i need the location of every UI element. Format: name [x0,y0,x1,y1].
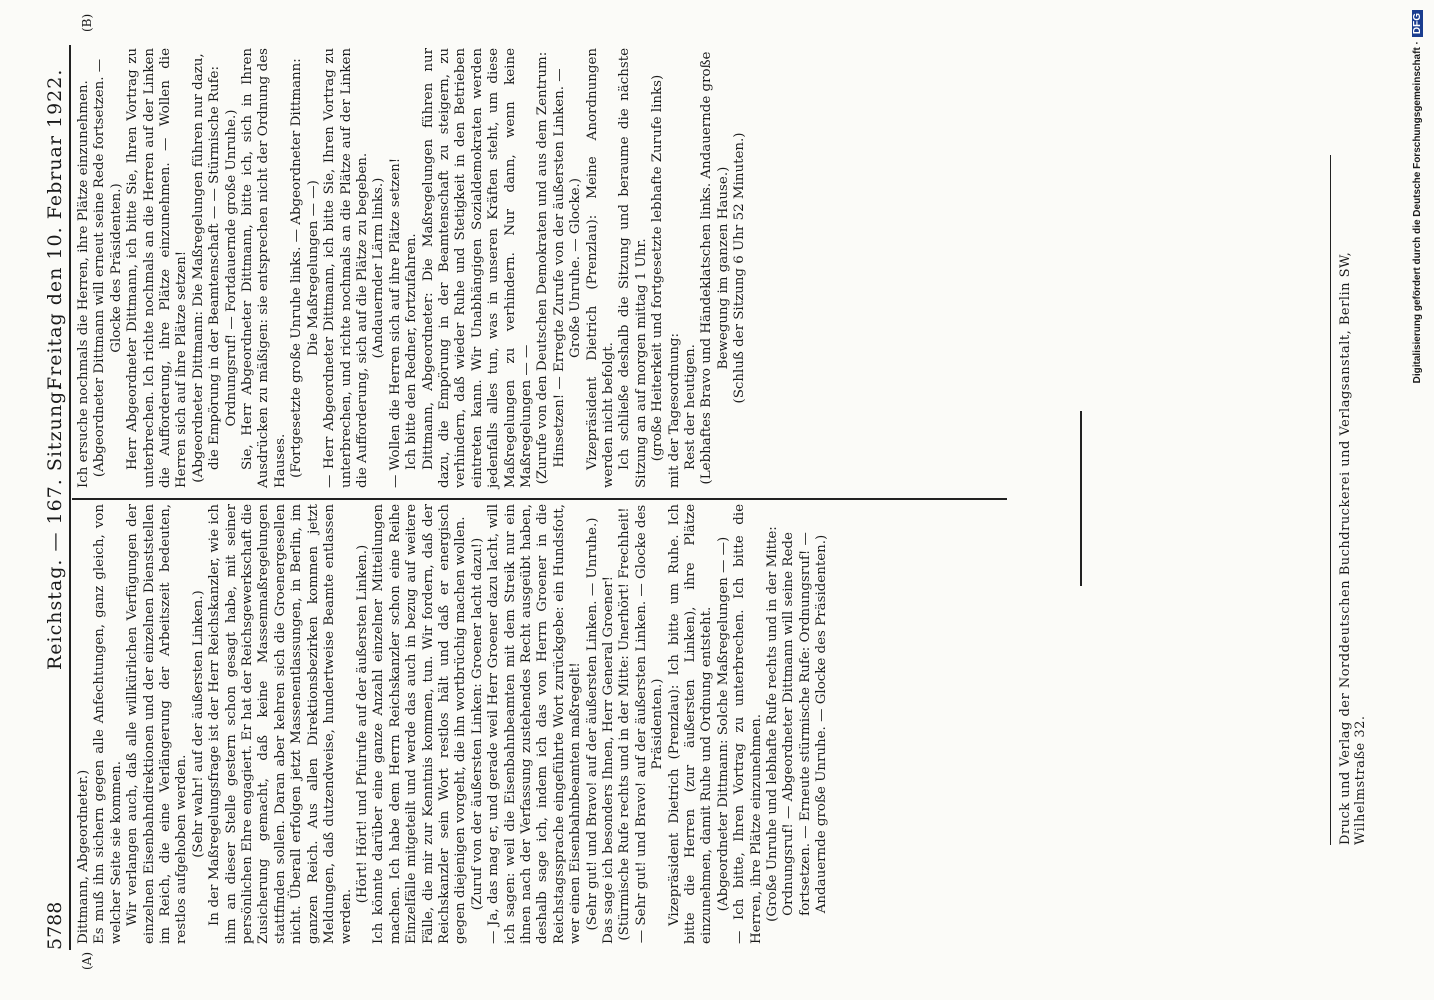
paragraph: Das sage ich besonders Ihnen, Herr General Groener! [601,576,616,944]
interjection: (Sehr wahr! auf der äußersten Linken.) [190,590,206,858]
paragraph: Dittmann, Abgeordneter.) [76,769,91,944]
interjection: (Andauernder Lärm links.) [371,177,387,359]
interjection: (Stürmische Rufe rechts und in der Mitte: Unerhört! Frechheit! — Sehr gut! und Bravo! auf der äußersten Linken. — Glocke des Präsidenten.) [617,504,666,944]
header-rule [69,45,71,950]
paragraph: — Wollen die Herren sich auf ihre Plätze setzen! [387,157,403,488]
paragraph: Ich bitte den Redner, fortzufahren. [404,233,420,470]
printer-imprint: Druck und Verlag der Norddeutschen Buchdruckerei und Verlagsanstalt, Berlin SW, Wilhelmstraße 32. [1338,251,1368,845]
paragraph: Herr Abgeordneter Dittmann, ich bitte Sie, Ihren Vortrag zu unterbrechen. Ich richte nochmals an die Herren auf der Linken die Aufforderung, ihre Plätze einzunehmen. — Wollen die Herren sich auf ihre Plätze setzen! [125,48,190,488]
paragraph: Dittmann, Abgeordneter: Die Maßregelungen führen nur dazu, die Empörung in der Beamtenschaft zu steigern, zu verhindern, daß wieder Ruhe und Stetigkeit in den Betrieben eintreten kann. Wir Unabhängigen Sozialdemokraten werden jedenfalls alles tun, was in unseren Kräften steht, um diese Maßregelungen zu verhindern. Nur dann, wenn keine Maßregelungen — — [420,48,534,488]
left-column [76,504,831,944]
paragraph: In der Maßregelungsfrage ist der Herr Reichskanzler, wie ich ihm an dieser Stelle gestern schon gesagt habe, mit seiner persönlichen Ehre engagiert. Er hat der Reichsgewerkschaft die Zusicherung gemacht, daß keine Massenmaßregelungen stattfinden sollen. Daran aber kehren sich die Groenergesellen nicht. Überall erfolgen jetzt Massenentlassungen, in Berlin, im ganzen Reich. Aus allen Direktionsbezirken kommen jetzt Meldungen, daß dutzendweise, hundertweise Beamte entlassen werden. [207,504,354,944]
interjection: (Abgeordneter Dittmann will erneut seine Rede fortsetzen. — Glocke des Präsidenten.) [92,58,124,478]
paragraph: Rest der heutigen. [683,344,699,470]
interjection: (Zurufe von den Deutschen Demokraten und aus dem Zentrum: Hinsetzen! — Erregte Zurufe von der äußersten Linken. — Große Unruhe. — Glocke.) [535,51,584,485]
stamp-text: Digitalisierung gefördert durch die Deutsche Forschungsgemeinschaft · [1412,41,1423,384]
paragraph: — Herr Abgeordneter Dittmann, ich bitte Sie, Ihren Vortrag zu unterbrechen, und richte nochmals an die Plätze auf der Linken die Aufforderung, sich auf die Plätze zu begeben. [322,48,370,488]
footer-rule [1330,155,1331,845]
dfg-badge: DFG [1412,10,1423,37]
paragraph: Es muß ihn sichern gegen alle Anfechtungen, ganz gleich, von welcher Seite sie kommen. [92,504,124,944]
interjection: (Große Unruhe und lebhafte Rufe rechts und in der Mitte: Ordnungsruf! — Abgeordneter Dittmann will seine Rede fortsetzen. — Erneute stürmische Rufe: Ordnungsruf! — Andauernde große Unruhe. — Glocke des Präsidenten.) [765,526,830,922]
end-rule [1080,411,1082,586]
interjection: (Hört! Hört! und Pfuirufe auf der äußersten Linken.) [354,544,370,904]
paragraph: Ich ersuche nochmals die Herren, ihre Plätze einzunehmen. [76,80,91,488]
interjection: (Abgeordneter Dittmann: Die Maßregelungen führen nur dazu, die Empörung in der Beamtenschaft — — Stürmische Rufe: Ordnungsruf! — Fortdauernde große Unruhe.) [190,53,239,483]
interjection: (Fortgesetzte große Unruhe links. — Abgeordneter Dittmann: Die Maßregelungen — —) [289,58,321,478]
paragraph: Vizepräsident Dietrich (Prenzlau): Ich bitte um Ruhe. Ich bitte die Herren (zur äußersten Linken), ihre Plätze einzunehmen, damit Ruhe und Ordnung entsteht. [666,504,715,944]
paragraph: — Ich bitte, Ihren Vortrag zu unterbrechen. Ich bitte die Herren, ihre Plätze einzunehmen. [732,504,764,944]
digitization-stamp [1412,10,1423,1000]
paragraph: mit der Tagesordnung: [666,332,682,488]
interjection: (Abgeordneter Dittmann: Solche Maßregelungen — —) [715,536,731,912]
interjection: (Zuruf von der äußersten Linken: Groener lacht dazu!) [469,537,485,911]
interjection: (Sehr gut! und Bravo! auf der äußersten Linken. — Unruhe.) [584,517,600,931]
paragraph: Ich schließe deshalb die Sitzung und beraume die nächste Sitzung an auf morgen mittag 1 Uhr. [617,48,649,488]
paragraph: — Ja, das mag er, und gerade weil Herr Groener dazu lacht, will ich sagen: weil die Eisenbahnbeamten mit dem Streik nur ein ihnen nach der Verfassung zustehendes Recht ausgeübt haben, deshalb sage ich, indem ich das von Herrn Groener in die Reichstagssprache eingeführte Wort zurückgebe: ein Hundsfott, wer einen Eisenbahnbeamten maßregelt! [486,504,584,944]
interjection: (Lebhaftes Bravo und Händeklatschen links. Andauernde große Bewegung im ganzen Hause.) [699,51,731,485]
interjection: (Schluß der Sitzung 6 Uhr 52 Minuten.) [732,132,748,404]
column-divider [72,498,1007,500]
margin-mark-b: (B) [80,13,94,32]
right-column [76,48,749,488]
paragraph: Ich könnte darüber eine ganze Anzahl einzelner Mitteilungen machen. Ich habe dem Herrn Reichskanzler schon eine Reihe Einzelfälle mitgeteilt und werde das auch in bezug auf weitere Fälle, die mir zur Kenntnis kommen, tun. Wir fordern, daß der Reichskanzler sein Wort restlos hält und daß er energisch gegen diejenigen vorgeht, die ihn wortbrüchig machen wollen. [371,504,469,944]
margin-mark-a: (A) [80,951,94,970]
paragraph: Vizepräsident Dietrich (Prenzlau): Meine Anordnungen werden nicht befolgt. [584,48,616,488]
page-number: 5788 [44,901,66,950]
interjection: (große Heiterkeit und fortgesetzte lebhafte Zurufe links) [650,74,666,462]
page-header [40,45,70,950]
paragraph: Wir verlangen auch, daß alle willkürlichen Verfügungen der einzelnen Eisenbahndirektionen und der einzelnen Dienststellen im Reich, die eine Verlängerung der Arbeitszeit bedeuten, restlos aufgehoben werden. [125,504,190,944]
session-title: Reichstag. — 167. Sitzung. [44,383,66,670]
paragraph: Sie, Herr Abgeordneter Dittmann, bitte ich, sich in Ihren Ausdrücken zu mäßigen: sie entsprechen nicht der Ordnung des Hauses. [240,48,288,488]
session-date: Freitag den 10. Februar 1922. [44,68,66,390]
